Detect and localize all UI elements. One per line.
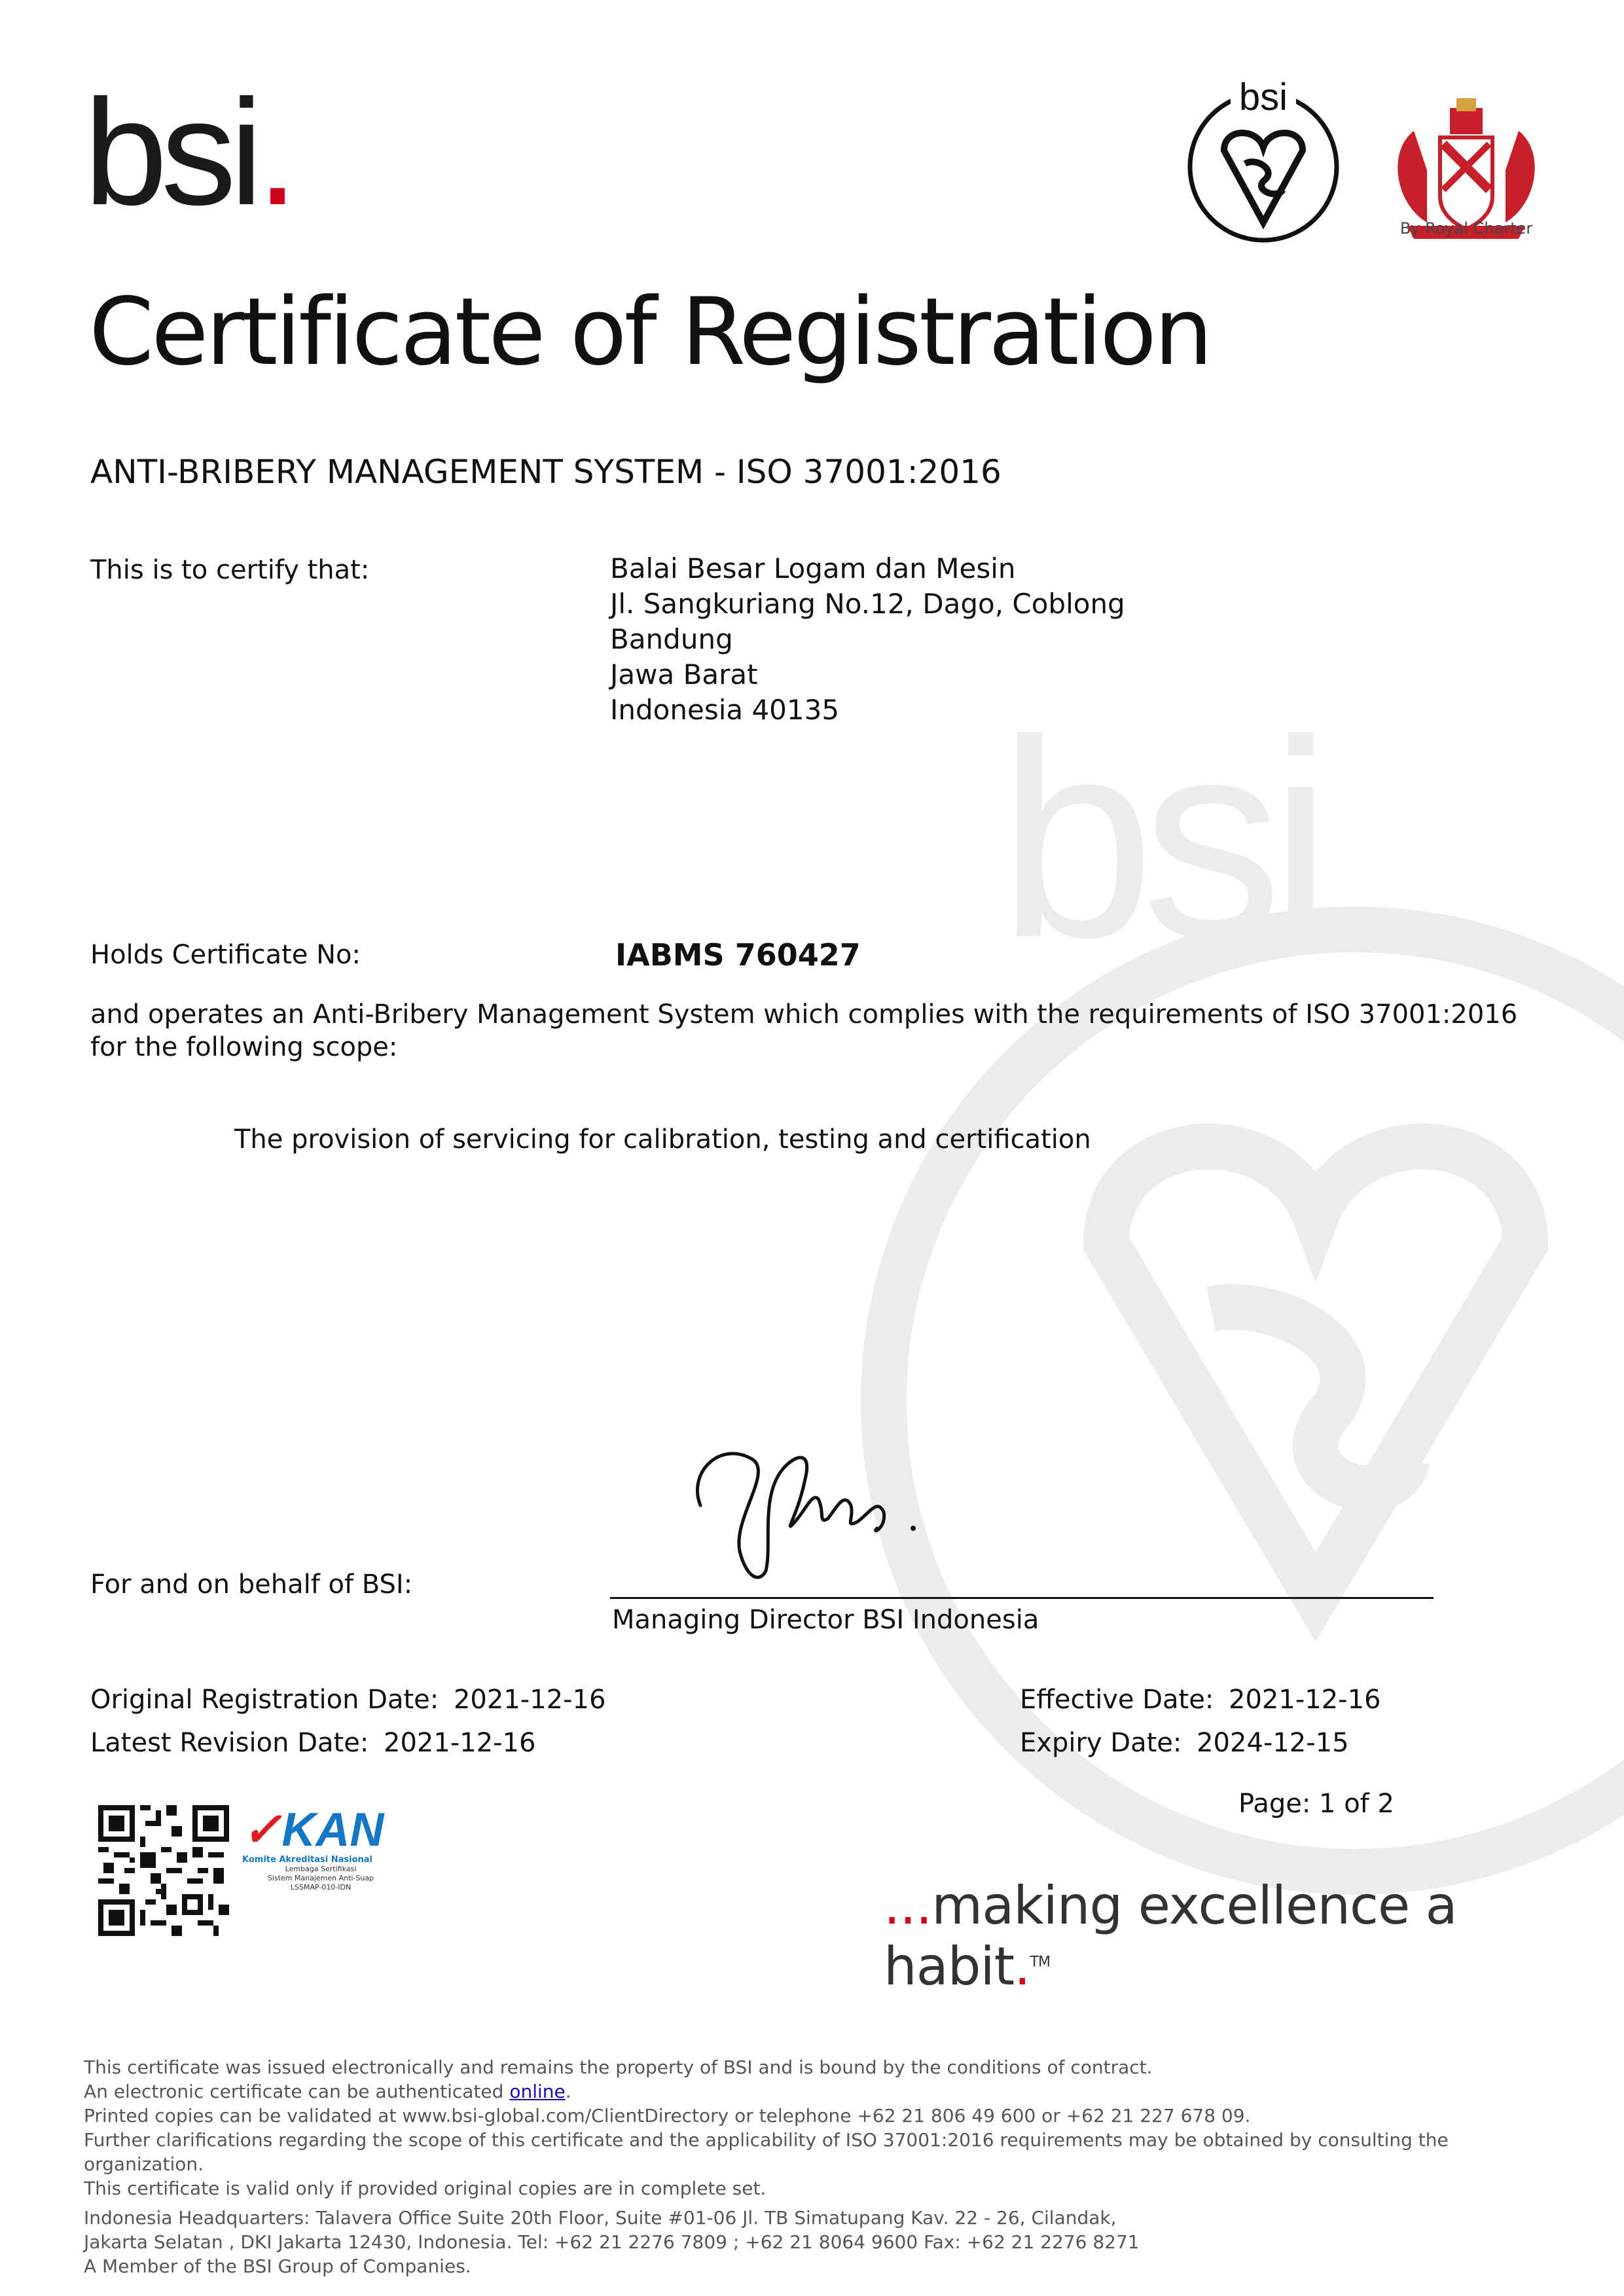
qr-code-icon[interactable] [98, 1805, 229, 1936]
effective-date [1020, 1685, 1381, 1715]
kan-line-3: LSSMAP-010-IDN [290, 1883, 352, 1892]
latest-date-value: 2021-12-16 [384, 1728, 536, 1758]
org-country: Indonesia 40135 [610, 694, 840, 726]
original-registration-date [90, 1685, 605, 1715]
footer-line-4: Further clarifications regarding the scope of this certificate and the applicability of ISO 37001:2016 requirements may be obtained by consulting the organization. [84, 2129, 1449, 2175]
org-city: Bandung [610, 623, 733, 655]
signature-label: For and on behalf of BSI: [90, 1570, 413, 1600]
logo-dot: . [257, 68, 292, 236]
effective-date-label: Effective Date: [1020, 1685, 1214, 1715]
royal-charter-label: By Royal Charter [1399, 219, 1533, 238]
latest-date-label: Latest Revision Date: [90, 1728, 369, 1758]
footer-line-2: An electronic certificate can be authenticated online. [84, 2081, 571, 2102]
expiry-date-label: Expiry Date: [1020, 1728, 1182, 1758]
kan-line-1: Lembaga Sertifikasi [285, 1865, 357, 1873]
page-indicator: Page: 1 of 2 [1238, 1789, 1394, 1819]
certify-label: This is to certify that: [90, 555, 370, 585]
tagline: ...making excellence a habit.™ [884, 1875, 1457, 1997]
footer-notes [84, 2055, 1563, 2200]
hq-line-2: Jakarta Selatan , DKI Jakarta 12430, Indonesia. Tel: +62 21 2276 7809 ; +62 21 8064 9600 Fax: +62 21 2276 8271 [84, 2231, 1140, 2253]
signature-image [681, 1414, 943, 1604]
org-street: Jl. Sangkuriang No.12, Dago, Coblong [610, 588, 1125, 620]
online-link[interactable]: online [509, 2081, 566, 2102]
org-name: Balai Besar Logam dan Mesin [610, 552, 1016, 584]
kan-accreditation-logo [242, 1806, 399, 1892]
signature-line [610, 1597, 1434, 1599]
kan-check-icon: ✓ [242, 1804, 282, 1856]
kitemark-icon [1185, 65, 1342, 249]
kan-line-2: Sistem Manajemen Anti-Suap [267, 1874, 374, 1882]
footer-line-1: This certificate was issued electronically and remains the property of BSI and is bound by the conditions of contract. [84, 2056, 1153, 2078]
bsi-watermark [818, 655, 1624, 1964]
compliance-text: and operates an Anti-Bribery Management System which complies with the requirements of ISO 37001:2016 for the following scope: [90, 999, 1518, 1062]
kan-subtitle: Komite Akreditasi Nasional [242, 1855, 372, 1865]
bsi-logo: bsi. [84, 68, 292, 236]
svg-text:bsi: bsi [998, 682, 1319, 996]
original-date-label: Original Registration Date: [90, 1685, 439, 1715]
svg-text:bsi: bsi [1238, 76, 1288, 118]
kan-logo-mark: ✓KAN [242, 1804, 384, 1856]
certificate-title: Certificate of Registration [89, 278, 1211, 386]
hq-line-3: A Member of the BSI Group of Companies. [84, 2255, 471, 2277]
footer-line-3: Printed copies can be validated at www.bsi-global.com/ClientDirectory or telephone +62 21 806 49 600 or +62 21 227 678 09. [84, 2105, 1251, 2126]
certificate-number: IABMS 760427 [615, 937, 861, 973]
original-date-value: 2021-12-16 [453, 1685, 606, 1715]
certificate-no-label: Holds Certificate No: [90, 940, 361, 970]
expiry-date-value: 2024-12-15 [1197, 1728, 1349, 1758]
footer-line-5: This certificate is valid only if provided original copies are in complete set. [84, 2178, 767, 2199]
headquarters-info [84, 2206, 1563, 2278]
signatory-title: Managing Director BSI Indonesia [612, 1605, 1039, 1635]
latest-revision-date [90, 1728, 535, 1758]
expiry-date [1020, 1728, 1349, 1758]
hq-line-1: Indonesia Headquarters: Talavera Office Suite 20th Floor, Suite #01-06 Jl. TB Simatupang Kav. 22 - 26, Cilandak, [84, 2207, 1117, 2229]
effective-date-value: 2021-12-16 [1229, 1685, 1381, 1715]
organization-address [610, 551, 1125, 728]
standard-name: ANTI-BRIBERY MANAGEMENT SYSTEM - ISO 37001:2016 [90, 453, 1001, 491]
org-province: Jawa Barat [610, 658, 758, 691]
scope-text: The provision of servicing for calibration, testing and certification [234, 1124, 1091, 1155]
